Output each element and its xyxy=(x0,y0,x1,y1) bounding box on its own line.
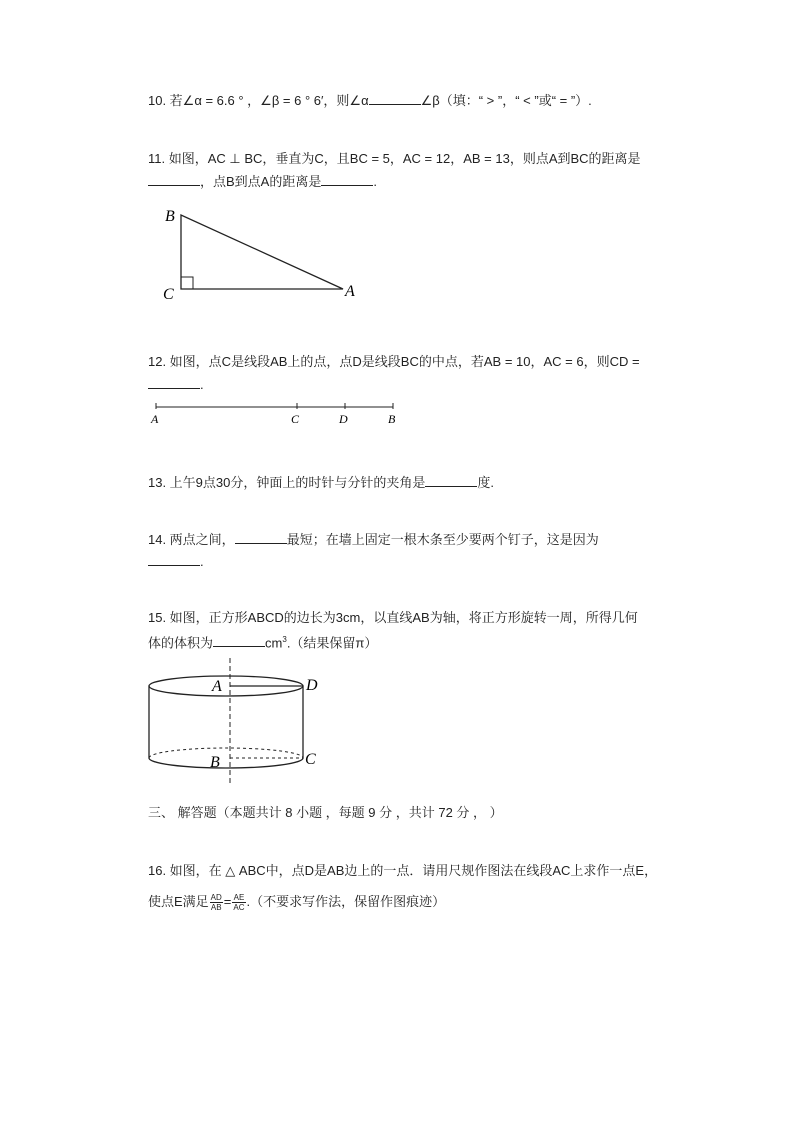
label-b: B xyxy=(210,754,220,771)
question-14-line1 xyxy=(148,531,599,548)
q16-text-a: 使点E满足 xyxy=(148,893,209,909)
fraction-1-denominator: AB xyxy=(210,903,222,912)
fraction-2-denominator: AC xyxy=(233,903,245,912)
bottom-ellipse-back xyxy=(149,748,303,758)
q15-unit: cm xyxy=(265,635,283,651)
question-11-line1: 11. 如图，AC ⊥ BC，垂直为C，且BC = 5，AC = 12，AB = 13，则点A到BC的距离是 xyxy=(148,151,641,166)
q11-text-c: . xyxy=(373,174,377,189)
question-16-line2 xyxy=(148,893,445,912)
fraction-1-numerator: AD xyxy=(210,893,222,902)
label-a: A xyxy=(345,283,355,300)
q14-text-a: 14. 两点之间， xyxy=(148,532,235,547)
q14-text-c: . xyxy=(200,554,204,569)
triangle-abc xyxy=(181,215,343,289)
q11-right-triangle-figure xyxy=(155,200,375,310)
label-b: B xyxy=(388,412,396,426)
q13-text-a: 13. 上午9点30分，钟面上的时针与分针的夹角是 xyxy=(148,475,426,490)
label-a: A xyxy=(212,678,222,695)
q14-answer-blank-1 xyxy=(235,531,287,544)
q12-answer-blank xyxy=(148,376,200,389)
label-a: A xyxy=(151,412,159,426)
q16-text-b: .（不要求写作法，保留作图痕迹） xyxy=(246,893,446,909)
label-b: B xyxy=(165,208,175,225)
label-c: C xyxy=(291,412,300,426)
equals-sign: = xyxy=(223,893,232,909)
label-c: C xyxy=(163,286,174,303)
q15-unit-exponent: 3 xyxy=(282,635,287,644)
right-angle-mark xyxy=(181,277,193,289)
question-12-line2 xyxy=(148,376,204,393)
q15-text-b: .（结果保留π） xyxy=(286,635,378,651)
q10-text-a: 10. 若∠α = 6.6 ° ，∠β = 6 ° 6′，则∠α xyxy=(148,93,369,108)
q13-text-b: 度. xyxy=(477,475,494,490)
q11-answer-blank-1 xyxy=(148,173,200,186)
question-15-line1: 15. 如图，正方形ABCD的边长为3cm，以直线AB为轴，将正方形旋转一周，所得几何 xyxy=(148,610,638,625)
q10-answer-blank xyxy=(369,92,421,105)
q10-text-b: ∠β（填：“ > ”，“ < ”或“ = ”）. xyxy=(420,93,592,108)
q15-cylinder-figure xyxy=(140,655,340,790)
fraction-ae-ac xyxy=(232,893,245,912)
label-d: D xyxy=(339,412,348,426)
q15-text-a: 体的体积为 xyxy=(148,635,214,651)
q11-text-b: ，点B到点A的距离是 xyxy=(200,174,322,189)
label-c: C xyxy=(305,751,316,768)
q12-segment-figure xyxy=(150,398,410,432)
question-11-line2 xyxy=(148,173,377,190)
fraction-2-numerator: AE xyxy=(233,893,245,902)
question-12-line1: 12. 如图，点C是线段AB上的点，点D是线段BC的中点，若AB = 10，AC = 6，则CD = xyxy=(148,354,640,369)
q12-text-b: . xyxy=(200,377,204,392)
q11-answer-blank-2 xyxy=(321,173,373,186)
question-16-line1: 16. 如图，在 △ ABC中，点D是AB边上的一点．请用尺规作图法在线段AC上求作一点E， xyxy=(148,863,658,878)
q14-answer-blank-2 xyxy=(148,553,200,566)
question-13 xyxy=(148,474,494,491)
q15-answer-blank xyxy=(213,634,265,647)
question-14-line2 xyxy=(148,553,204,570)
question-10 xyxy=(148,92,592,109)
fraction-ad-ab xyxy=(210,893,223,912)
label-d: D xyxy=(306,677,318,694)
section-3-heading: 三、 解答题（本题共计 8 小题 ，每题 9 分 ，共计 72 分 ， ） xyxy=(148,805,503,820)
bottom-ellipse-front xyxy=(149,758,303,768)
question-15-line2 xyxy=(148,632,377,651)
q13-answer-blank xyxy=(425,474,477,487)
q14-text-b: 最短；在墙上固定一根木条至少要两个钉子，这是因为 xyxy=(286,532,599,547)
